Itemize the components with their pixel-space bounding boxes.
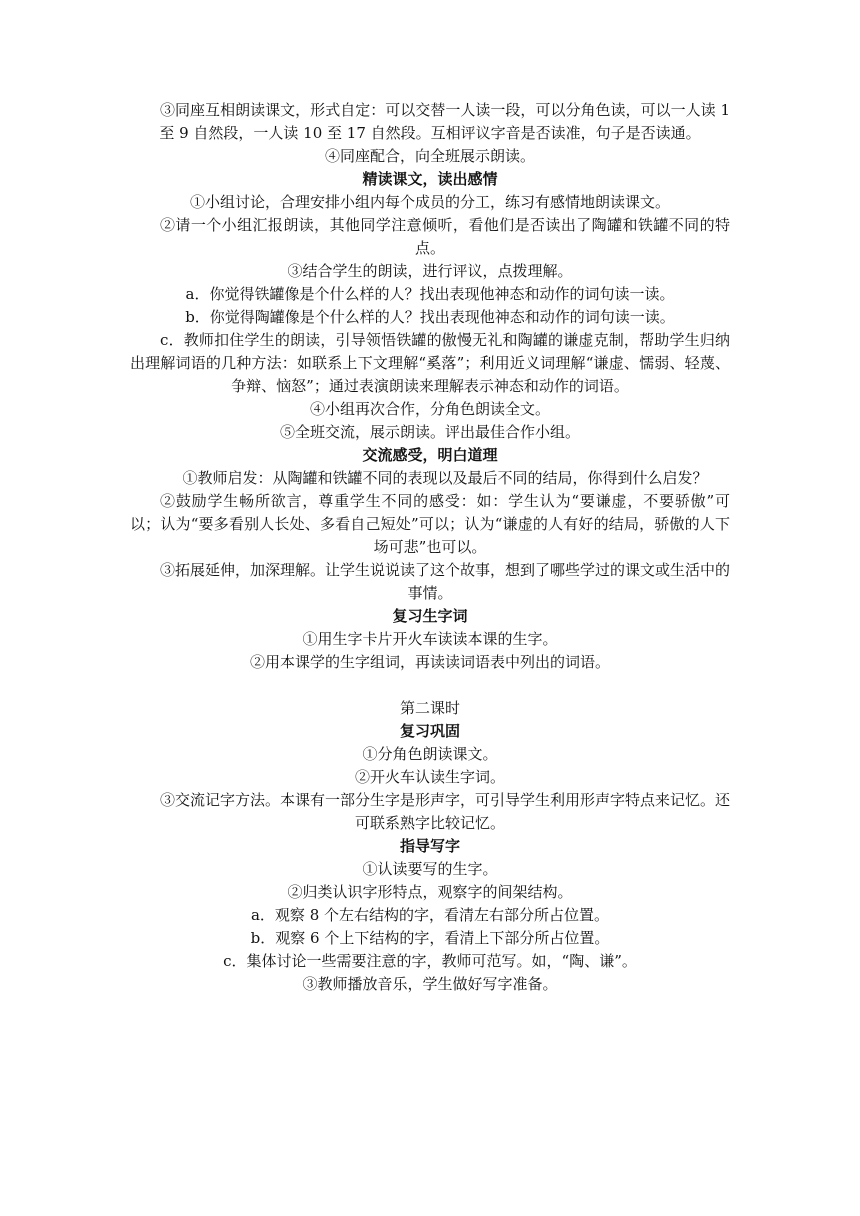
paragraph: ③交流记字方法。本课有一部分生字是形声字，可引导学生利用形声字特点来记忆。还可联系熟字比较记忆。 <box>160 791 731 832</box>
section-heading: 精读课文，读出感情 <box>362 170 498 188</box>
section-heading: 指导写字 <box>399 837 460 855</box>
paragraph: ②用本课学的生字组词，再读读词语表中列出的词语。 <box>249 653 610 671</box>
paragraph: ②归类认识字形特点，观察字的间架结构。 <box>287 883 573 901</box>
paragraph: a．你觉得铁罐像是个什么样的人？找出表现他神态和动作的词句读一读。 <box>185 285 675 303</box>
paragraph: ③同座互相朗读课文，形式自定：可以交替一人读一段，可以分角色读，可以一人读 1 至 9 自然段，一人读 10 至 17 自然段。互相评议字音是否读准，句子是否读通。 <box>159 101 730 142</box>
paragraph: ②请一个小组汇报朗读，其他同学注意倾听，看他们是否读出了陶罐和铁罐不同的特点。 <box>160 216 730 257</box>
paragraph: ①教师启发：从陶罐和铁罐不同的表现以及最后不同的结局，你得到什么启发？ <box>182 469 708 487</box>
paragraph: ②鼓励学生畅所欲言，尊重学生不同的感受：如：学生认为“要谦虚，不要骄傲”可以；认为“要多看别人长处、多看自己短处”可以；认为“谦虚的人有好的结局，骄傲的人下场可悲”也可以。 <box>130 492 730 556</box>
section-heading: 复习生字词 <box>392 607 468 625</box>
paragraph: ①用生字卡片开火车读读本课的生字。 <box>302 630 558 648</box>
paragraph: ①分角色朗读课文。 <box>362 745 498 763</box>
blank-line <box>130 674 730 697</box>
paragraph: ③结合学生的朗读，进行评议，点拨理解。 <box>287 262 573 280</box>
section-heading: 交流感受，明白道理 <box>362 446 498 464</box>
paragraph: ③拓展延伸，加深理解。让学生说说读了这个故事，想到了哪些学过的课文或生活中的事情。 <box>160 561 731 602</box>
document-page <box>130 99 730 996</box>
paragraph: ⑤全班交流，展示朗读。评出最佳合作小组。 <box>279 423 580 441</box>
paragraph: ④同座配合，向全班展示朗读。 <box>324 147 535 165</box>
section-heading: 复习巩固 <box>399 722 460 740</box>
paragraph: ④小组再次合作，分角色朗读全文。 <box>309 400 550 418</box>
paragraph: ①认读要写的生字。 <box>362 860 498 878</box>
paragraph: a．观察 8 个左右结构的字，看清左右部分所占位置。 <box>250 906 610 924</box>
paragraph: c．教师扣住学生的朗读，引导领悟铁罐的傲慢无礼和陶罐的谦虚克制，帮助学生归纳出理解词语的几种方法：如联系上下文理解“奚落”；利用近义词理解“谦虚、懦弱、轻蔑、争辩、恼怒”；通过表演朗读来理解表示神态和动作的词语。 <box>130 331 730 395</box>
paragraph: ②开火车认读生字词。 <box>354 768 505 786</box>
paragraph: c．集体讨论一些需要注意的字，教师可范写。如，“陶、谦”。 <box>223 952 637 970</box>
paragraph: b．你觉得陶罐像是个什么样的人？找出表现他神态和动作的词句读一读。 <box>185 308 675 326</box>
paragraph: 第二课时 <box>399 699 460 717</box>
paragraph: b．观察 6 个上下结构的字，看清上下部分所占位置。 <box>250 929 610 947</box>
paragraph: ①小组讨论，合理安排小组内每个成员的分工，练习有感情地朗读课文。 <box>189 193 670 211</box>
paragraph: ③教师播放音乐，学生做好写字准备。 <box>302 975 558 993</box>
